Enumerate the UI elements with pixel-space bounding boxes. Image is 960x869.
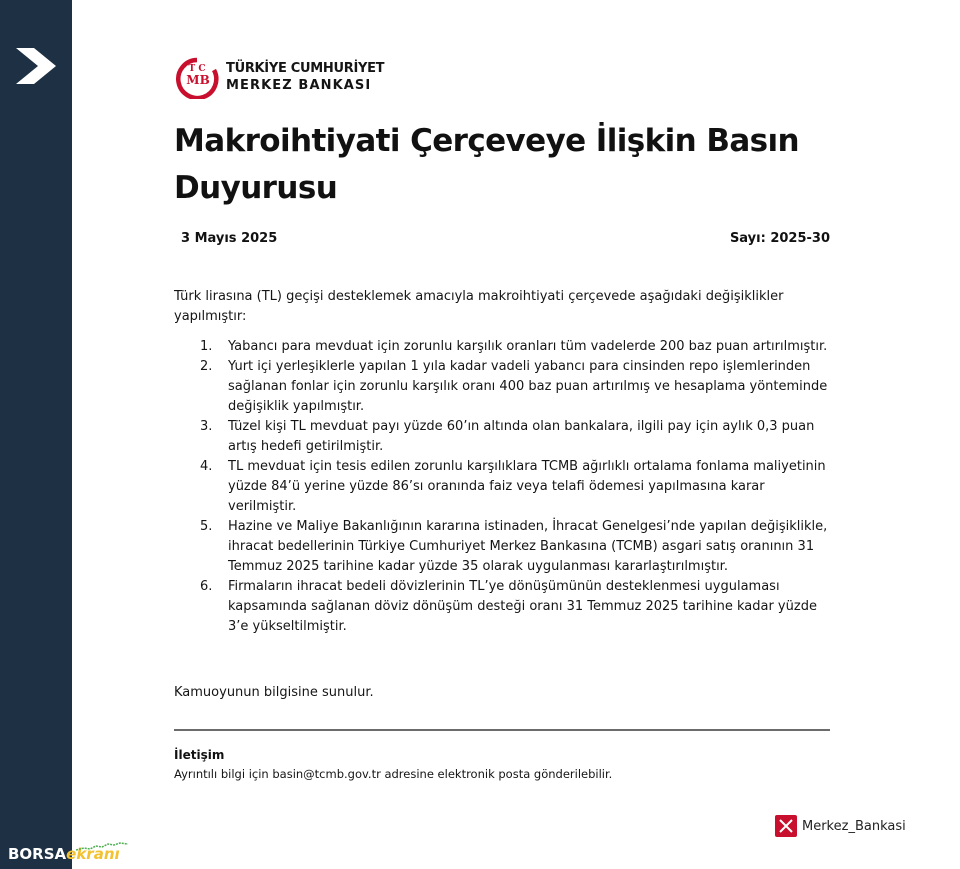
list-item-number: 5. — [200, 519, 213, 534]
contact-heading: İletişim — [174, 748, 225, 762]
list-item-text: Firmaların ihracat bedeli dövizlerinin TL’ye dönüşümünün desteklenmesi uygulaması kapsamında sağlanan döviz dönüşüm desteği oranı 31 Temmuz 2025 tarihine kadar yüzde 3’e yükseltilmiştir. — [228, 579, 817, 634]
svg-text:T C: T C — [188, 64, 206, 74]
divider — [174, 729, 830, 731]
chevron-right-icon[interactable] — [16, 48, 58, 84]
list-item-text: Hazine ve Maliye Bakanlığının kararına istinaden, İhracat Genelgesi’nde yapılan değişiklikle, ihracat bedellerinin Türkiye Cumhuriyet Merkez Bankasına (TCMB) asgari satış oranının 31 Temmuz 2025 tarihine kadar yüzde 35 olarak uygulanması kararlaştırılmıştır. — [228, 519, 828, 574]
ticker-line-icon — [76, 842, 128, 852]
logo-word-borsa: BORSA — [8, 845, 67, 863]
list-item — [174, 577, 834, 637]
list-item-text: Yurt içi yerleşiklerle yapılan 1 yıla kadar vadeli yabancı para cinsinden repo işlemlerinden sağlanan fonlar için zorunlu karşılık oranı 400 baz puan artırılmış ve hesaplama yönteminde değişiklik yapılmıştır. — [228, 359, 828, 414]
press-release-date: 3 Mayıs 2025 — [181, 231, 278, 246]
list-item-number: 1. — [200, 339, 213, 354]
list-item-number: 6. — [200, 579, 213, 594]
list-item — [174, 457, 834, 517]
x-handle-text: Merkez_Bankasi — [802, 818, 906, 834]
list-item-number: 4. — [200, 459, 213, 474]
list-item-text: TL mevduat için tesis edilen zorunlu karşılıklara TCMB ağırlıklı ortalama fonlama maliyetinin yüzde 84’ü yerine yüzde 86’sı oranında faiz veya telafi ödemesi yapılmasına karar verilmiştir. — [228, 459, 826, 514]
list-item — [174, 337, 834, 357]
list-item — [174, 417, 834, 457]
closing-statement: Kamuoyunun bilgisine sunulur. — [174, 685, 374, 700]
list-item — [174, 357, 834, 417]
page-title: Makroihtiyati Çerçeveye İlişkin Basın Duyurusu — [174, 123, 800, 206]
measures-list — [174, 337, 834, 637]
svg-text:MB: MB — [186, 73, 210, 87]
contact-info: Ayrıntılı bilgi için basin@tcmb.gov.tr adresine elektronik posta gönderilebilir. — [174, 767, 613, 781]
bank-name-line2: MERKEZ BANKASI — [226, 78, 372, 93]
logo-word-ekrani: ekranı — [66, 845, 120, 863]
borsa-ekrani-logo — [8, 840, 143, 869]
left-sidebar — [0, 0, 120, 869]
intro-paragraph: Türk lirasına (TL) geçişi desteklemek amacıyla makroihtiyati çerçevede aşağıdaki değişiklikler yapılmıştır: — [174, 289, 784, 324]
x-social-handle[interactable] — [775, 815, 906, 837]
list-item-text: Yabancı para mevduat için zorunlu karşılık oranları tüm vadelerde 200 baz puan artırılmıştır. — [228, 339, 828, 354]
tcmb-logo — [174, 57, 404, 99]
list-item-number: 3. — [200, 419, 213, 434]
list-item-text: Tüzel kişi TL mevduat payı yüzde 60’ın altında olan bankalara, ilgili pay için aylık 0,3 puan artış hedefi getirilmiştir. — [228, 419, 815, 454]
press-release-number: Sayı: 2025-30 — [729, 231, 830, 246]
tcmb-emblem-icon — [174, 57, 220, 99]
list-item — [174, 517, 834, 577]
bank-name-line1: TÜRKİYE CUMHURİYET — [226, 61, 385, 76]
x-logo-icon — [775, 815, 797, 837]
list-item-number: 2. — [200, 359, 213, 374]
